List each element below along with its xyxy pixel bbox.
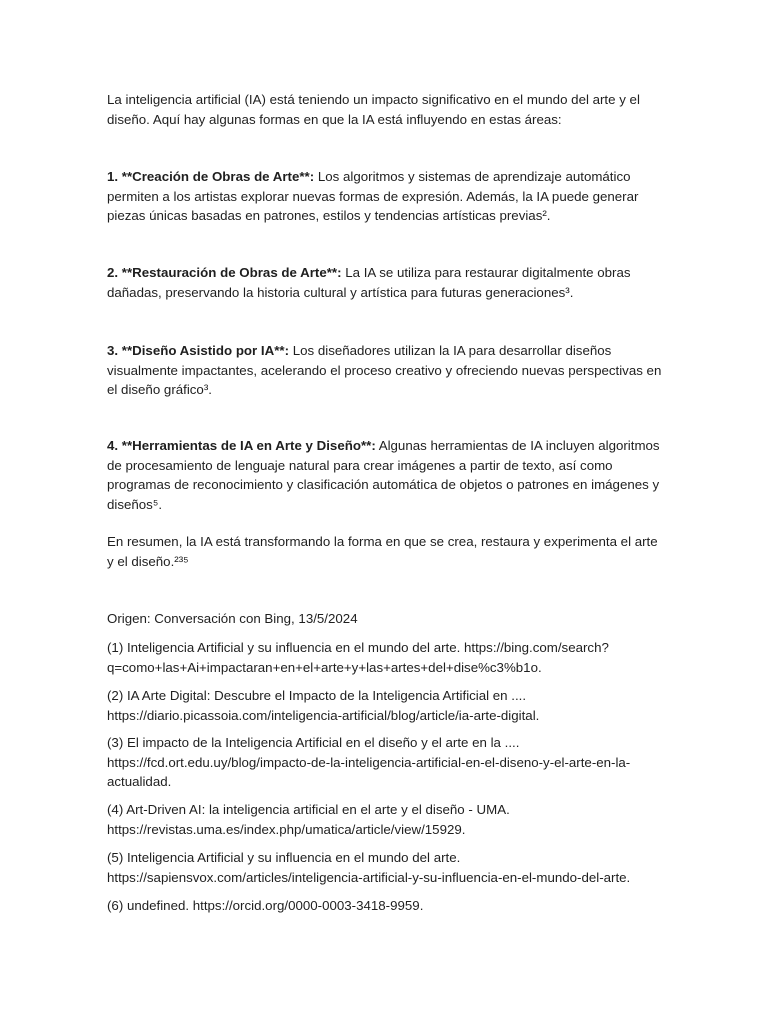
origin-line: Origen: Conversación con Bing, 13/5/2024: [107, 611, 358, 626]
summary-paragraph: En resumen, la IA está transformando la forma en que se crea, restaura y experimenta el arte y el diseño.²³⁵: [107, 534, 658, 569]
list-item: [107, 436, 667, 514]
reference-item: (5) Inteligencia Artificial y su influencia en el mundo del arte. https://sapiensvox.com/articles/inteligencia-artificial-y-su-influencia-en-el-mundo-del-arte.: [107, 850, 631, 885]
list-item-title: 4. **Herramientas de IA en Arte y Diseño**:: [107, 438, 376, 453]
reference-item: (1) Inteligencia Artificial y su influencia en el mundo del arte. https://bing.com/search?q=como+las+Ai+impactaran+en+el+arte+y+las+artes+del+dise%c3%b1o.: [107, 640, 609, 675]
reference-item: (6) undefined. https://orcid.org/0000-0003-3418-9959.: [107, 898, 424, 913]
list-item-text: Los diseñadores utilizan la IA para desarrollar diseños visualmente impactantes, acelerando el proceso creativo y ofreciendo nuevas perspectivas en el diseño gráfico³.: [107, 343, 662, 397]
list-item-text: Los algoritmos y sistemas de aprendizaje automático permiten a los artistas explorar nuevas formas de expresión. Además, la IA puede generar piezas únicas basadas en patrones, estilos y tendencias artísticas previas².: [107, 169, 639, 223]
list-item-title: 3. **Diseño Asistido por IA**:: [107, 343, 290, 358]
list-item: [107, 263, 667, 302]
intro-paragraph: La inteligencia artificial (IA) está teniendo un impacto significativo en el mundo del arte y el diseño. Aquí hay algunas formas en que la IA está influyendo en estas áreas:: [107, 92, 640, 127]
reference-item: (4) Art-Driven AI: la inteligencia artificial en el arte y el diseño - UMA. https://revistas.uma.es/index.php/umatica/article/view/15929.: [107, 802, 510, 837]
reference-item: (3) El impacto de la Inteligencia Artificial en el diseño y el arte en la .... https://fcd.ort.edu.uy/blog/impacto-de-la-inteligencia-artificial-en-el-diseno-y-el-arte-en-la-actualidad.: [107, 735, 631, 789]
list-item-text: Algunas herramientas de IA incluyen algoritmos de procesamiento de lenguaje natural para crear imágenes a partir de texto, así como programas de reconocimiento y clasificación automática de objetos o patrones en imágenes y diseños⁵.: [107, 438, 660, 512]
reference-item: (2) IA Arte Digital: Descubre el Impacto de la Inteligencia Artificial en .... https://diario.picassoia.com/inteligencia-artificial/blog/article/ia-arte-digital.: [107, 688, 540, 723]
list-item: [107, 341, 667, 400]
list-item-title: 2. **Restauración de Obras de Arte**:: [107, 265, 342, 280]
list-item-title: 1. **Creación de Obras de Arte**:: [107, 169, 315, 184]
list-item: [107, 167, 667, 226]
list-item-text: La IA se utiliza para restaurar digitalmente obras dañadas, preservando la historia cultural y artística para futuras generaciones³.: [107, 265, 631, 300]
